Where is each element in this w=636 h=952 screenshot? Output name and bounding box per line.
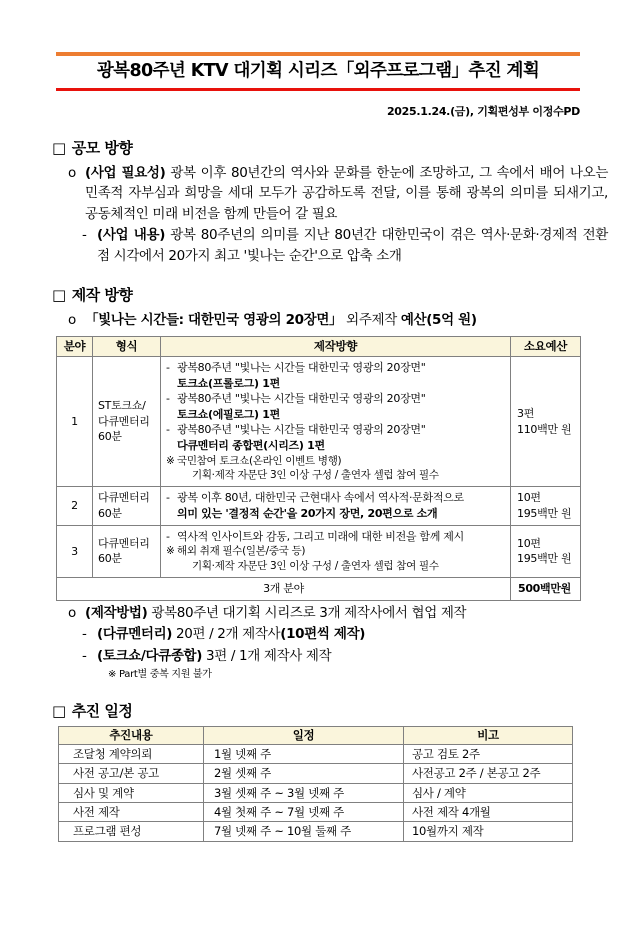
cell-budget xyxy=(511,487,581,525)
section-heading-text: 제작 방향 xyxy=(71,286,133,305)
format-line: ST토크쇼/ xyxy=(98,399,146,413)
budget-title-bracket: 「빛나는 시간들: 대한민국 영광의 20장면」 xyxy=(85,312,343,329)
bullet-method-talkshow xyxy=(82,646,608,667)
direction-lead-line xyxy=(166,360,505,376)
total-budget: 500백만원 xyxy=(511,578,581,601)
cell-field-number: 2 xyxy=(57,487,93,525)
table-row xyxy=(57,525,581,577)
cell-task: 사전 공고/본 공고 xyxy=(59,764,204,783)
cell-budget xyxy=(511,356,581,486)
bullet-business-need xyxy=(68,163,608,225)
bullet-budget-title xyxy=(68,310,608,331)
cell-remark: 사전공고 2주 / 본공고 2주 xyxy=(404,764,573,783)
format-line: 다큐멘터리 xyxy=(98,536,150,550)
bullet-label: (토크쇼/다큐종합) xyxy=(97,647,203,664)
bullet-text: 광복 이후 80년간의 역사와 문화를 한눈에 조망하고, 그 속에서 배어 나오는 민족적 자부심과 희망을 세대 모두가 공감하도록 전달, 이를 통해 광복의 의미를 되새기고, 공동체적인 미래 비전을 함께 만들어 갈 필요 xyxy=(85,164,609,222)
table-row xyxy=(59,783,573,802)
section-heading-gongmo xyxy=(52,137,608,158)
cell-schedule: 1월 넷째 주 xyxy=(204,745,404,764)
document-body xyxy=(52,137,608,842)
budget-amount: 110백만 원 xyxy=(517,422,572,436)
table-row xyxy=(57,356,581,486)
section-marker-icon: □ xyxy=(52,138,66,157)
cell-remark: 사전 제작 4개월 xyxy=(404,803,573,822)
cell-task: 조달청 계약의뢰 xyxy=(59,745,204,764)
direction-note-text: 기획·제작 자문단 3인 이상 구성 / 출연자 셀럽 참여 필수 xyxy=(192,560,439,573)
schedule-table xyxy=(58,726,573,842)
section-heading-text: 공모 방향 xyxy=(71,138,133,157)
table-row xyxy=(59,764,573,783)
direction-lead-line xyxy=(166,422,505,438)
cell-format xyxy=(93,356,161,486)
table-header-row xyxy=(59,727,573,745)
budget-title-mid: 외주제작 xyxy=(342,312,401,329)
column-header-field: 분야 xyxy=(57,336,93,356)
bullet-label: (제작방법) xyxy=(85,604,148,621)
dash-marker-icon: - xyxy=(166,529,170,543)
page-title: 광복80주년 KTV 대기획 시리즈「외주프로그램」추진 계획 xyxy=(96,61,540,81)
direction-bold-text: 토크쇼(프롤로그) 1편 xyxy=(177,376,280,390)
direction-note-line xyxy=(166,544,505,559)
column-header-budget: 소요예산 xyxy=(511,336,581,356)
dash-marker-icon: - xyxy=(166,392,170,406)
note-marker-icon: ※ xyxy=(166,545,175,558)
bullet-text: 3편 / 1개 제작사 제작 xyxy=(202,647,332,664)
bullet-label: (사업 필요성) xyxy=(85,164,166,181)
column-header-remark: 비고 xyxy=(404,727,573,745)
section-marker-icon: □ xyxy=(52,286,66,305)
bullet-marker-icon: o xyxy=(68,312,76,329)
bullet-marker-icon: o xyxy=(68,604,76,621)
direction-lead-text: 광복 이후 80년, 대한민국 근현대사 속에서 역사적·문화적으로 xyxy=(177,491,464,505)
bullet-business-content xyxy=(82,225,608,266)
format-line: 다큐멘터리 xyxy=(98,491,150,505)
cell-task: 프로그램 편성 xyxy=(59,822,204,841)
column-header-direction: 제작방향 xyxy=(161,336,511,356)
note-marker-icon: ※ xyxy=(166,454,175,467)
cell-schedule: 7월 넷째 주 ~ 10월 둘째 주 xyxy=(204,822,404,841)
dash-marker-icon: - xyxy=(166,360,170,374)
cell-schedule: 3월 셋째 주 ~ 3월 넷째 주 xyxy=(204,783,404,802)
section-heading-text: 추진 일정 xyxy=(71,702,133,721)
cell-remark: 심사 / 계약 xyxy=(404,783,573,802)
cell-production-direction xyxy=(161,525,511,577)
bullet-text: 광복 80주년의 의미를 지난 80년간 대한민국이 겪은 역사·문화·경제적 전환점 시각에서 20가지 최고 '빛나는 순간'으로 압축 소개 xyxy=(97,227,608,264)
direction-note-text: 해외 취재 필수(일본/중국 등) xyxy=(177,545,306,558)
dash-marker-icon: - xyxy=(82,626,87,643)
bullet-label: (사업 내용) xyxy=(97,227,166,244)
budget-count: 3편 xyxy=(517,407,535,421)
direction-note-text: 기획·제작 자문단 3인 이상 구성 / 출연자 셀럽 참여 필수 xyxy=(192,469,439,482)
direction-note-line xyxy=(166,454,505,469)
budget-amount: 195백만 원 xyxy=(517,506,572,520)
dash-marker-icon: - xyxy=(166,491,170,505)
direction-lead-line xyxy=(166,490,505,506)
table-row xyxy=(59,822,573,841)
table-row xyxy=(57,487,581,525)
column-header-format: 형식 xyxy=(93,336,161,356)
cell-schedule: 4월 첫째 주 ~ 7월 넷째 주 xyxy=(204,803,404,822)
bullet-text: 20편 / 2개 제작사 xyxy=(172,626,281,643)
table-row xyxy=(59,803,573,822)
budget-title-amount: 예산(5억 원) xyxy=(400,312,477,329)
direction-lead-text: 역사적 인사이트와 감동, 그리고 미래에 대한 비전을 함께 제시 xyxy=(177,529,464,543)
production-plan-table xyxy=(56,336,581,601)
total-label: 3개 분야 xyxy=(57,578,511,601)
cell-format xyxy=(93,525,161,577)
bullet-text: 광복80주년 대기획 시리즈로 3개 제작사에서 협업 제작 xyxy=(147,604,467,621)
cell-task: 사전 제작 xyxy=(59,803,204,822)
bullet-label: (다큐멘터리) xyxy=(97,626,173,643)
cell-schedule: 2월 셋째 주 xyxy=(204,764,404,783)
format-line: 60분 xyxy=(98,506,122,520)
budget-amount: 195백만 원 xyxy=(517,552,572,566)
note-duplicate-application: ※ Part별 중복 지원 불가 xyxy=(108,669,212,681)
cell-field-number: 3 xyxy=(57,525,93,577)
cell-task: 심사 및 계약 xyxy=(59,783,204,802)
cell-production-direction xyxy=(161,356,511,486)
column-header-task: 추진내용 xyxy=(59,727,204,745)
bullet-text-bold: (10편씩 제작) xyxy=(280,626,366,643)
dash-marker-icon: - xyxy=(82,647,87,664)
format-line: 다큐멘터리 xyxy=(98,414,150,428)
section-heading-schedule xyxy=(52,700,608,721)
format-line: 60분 xyxy=(98,430,122,444)
direction-lead-text: 광복80주년 "빛나는 시간들 대한민국 영광의 20장면" xyxy=(177,423,426,437)
cell-format xyxy=(93,487,161,525)
cell-remark: 10월까지 제작 xyxy=(404,822,573,841)
document-page xyxy=(0,52,636,952)
dash-marker-icon: - xyxy=(82,227,87,244)
title-rule-bottom xyxy=(56,88,580,91)
direction-bold-text: 토크쇼(에필로그) 1편 xyxy=(177,407,280,421)
section-marker-icon: □ xyxy=(52,702,66,721)
column-header-schedule: 일정 xyxy=(204,727,404,745)
direction-bold-text: 의미 있는 '결정적 순간'을 20가지 장면, 20편으로 소개 xyxy=(177,506,438,520)
section-heading-jejak xyxy=(52,284,608,305)
table-header-row xyxy=(57,336,581,356)
direction-lead-line xyxy=(166,391,505,407)
title-block xyxy=(56,52,580,91)
cell-remark: 공고 검토 2주 xyxy=(404,745,573,764)
table-total-row xyxy=(57,578,581,601)
budget-count: 10편 xyxy=(517,536,541,550)
bullet-marker-icon: o xyxy=(68,164,76,181)
byline: 2025.1.24.(금), 기획편성부 이정수PD xyxy=(386,104,580,118)
direction-note-text: 국민참여 토크쇼(온라인 이벤트 병행) xyxy=(177,454,342,467)
cell-budget xyxy=(511,525,581,577)
budget-count: 10편 xyxy=(517,491,541,505)
cell-production-direction xyxy=(161,487,511,525)
dash-marker-icon: - xyxy=(166,423,170,437)
bullet-method-documentary xyxy=(82,624,608,645)
cell-field-number: 1 xyxy=(57,356,93,486)
format-line: 60분 xyxy=(98,552,122,566)
direction-lead-text: 광복80주년 "빛나는 시간들 대한민국 영광의 20장면" xyxy=(177,392,426,406)
direction-lead-line xyxy=(166,529,505,545)
direction-lead-text: 광복80주년 "빛나는 시간들 대한민국 영광의 20장면" xyxy=(177,360,426,374)
table-row xyxy=(59,745,573,764)
bullet-production-method xyxy=(68,603,608,624)
direction-bold-text: 다큐멘터리 종합편(시리즈) 1편 xyxy=(177,438,325,452)
